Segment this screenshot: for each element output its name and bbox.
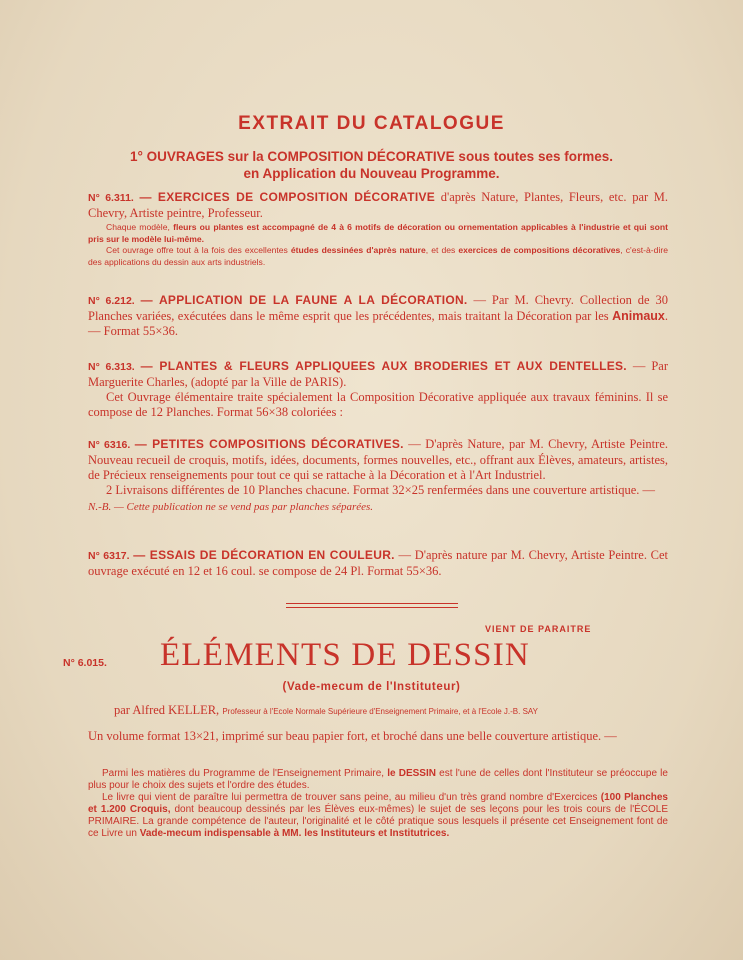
entry-text: — Par Marguerite Charles, (adopté par la Ville de PARIS).	[88, 359, 668, 389]
book-subtitle: (Vade-mecum de l'Instituteur)	[282, 681, 461, 693]
entry-heading: — APPLICATION DE LA FAUNE A LA DÉCORATION.	[140, 293, 468, 307]
book-description	[88, 768, 668, 840]
entry-heading: — ESSAIS DE DÉCORATION EN COULEUR.	[133, 548, 395, 562]
entry-heading: — EXERCICES DE COMPOSITION DÉCORATIVE	[139, 190, 436, 204]
entry-6212: N° 6.212. — APPLICATION DE LA FAUNE A LA DÉCORATION. — Par M. Chevry. Collection de 30 Planches variées, exécutées dans le même esprit que les précédentes, mais traitant la Décoration par les Animaux. — Format 55×36.	[88, 293, 668, 338]
entry-text: — D'après Nature, par M. Chevry, Artiste Peintre. Nouveau recueil de croquis, motifs, idées, documents, formes nouvelles, etc., offrant aux Élèves, amateurs, artistes, de Précieux renseignements pour tout ce qui se rattache à la Décoration et à l'Art Industriel.	[88, 437, 668, 482]
entry-heading: — PETITES COMPOSITIONS DÉCORATIVES.	[134, 437, 404, 451]
page-title: EXTRAIT DU CATALOGUE	[238, 113, 505, 134]
book-author-line: par Alfred KELLER, Professeur à l'Ecole Normale Supérieure d'Enseignement Primaire, et à l'Ecole J.-B. SAY	[114, 703, 538, 717]
book-number: N° 6.015.	[63, 657, 107, 669]
entry-6317	[88, 548, 668, 579]
entry-text: d'après Nature, Plantes, Fleurs, etc. par M. Chevry, Artiste peintre, Professeur.	[88, 190, 669, 220]
entry-6311	[88, 190, 668, 268]
book-author: Alfred KELLER,	[132, 703, 220, 717]
entry-bold: Animaux	[612, 309, 665, 323]
entry-6316	[88, 437, 668, 515]
book-title: ÉLÉMENTS DE DESSIN	[160, 637, 530, 673]
new-release-label: VIENT DE PARAITRE	[485, 624, 592, 634]
entry-text: — D'après nature par M. Chevry, Artiste Peintre. Cet ouvrage exécuté en 12 et 16 coul. se compose de 24 Pl. Format 55×36.	[88, 548, 669, 578]
divider-rule-top	[286, 603, 458, 604]
entry-number: N° 6317.	[88, 550, 130, 562]
entry-heading: — PLANTES & FLEURS APPLIQUEES AUX BRODERIES ET AUX DENTELLES.	[140, 359, 627, 373]
book-author-desc: Professeur à l'Ecole Normale Supérieure d'Enseignement Primaire, et à l'Ecole J.-B. SAY	[222, 707, 538, 716]
entry-detail: Cet Ouvrage élémentaire traite spécialement la Composition Décorative appliquée aux travaux féminins. Il se compose de 12 Planches. Format 56×38 coloriées :	[88, 390, 668, 419]
book-paragraph-2: Le livre qui vient de paraître lui permettra de trouver sans peine, au milieu d'un très grand nombre d'Exercices (100 Planches et 1.200 Croquis, dont beaucoup dessinés par les Élèves eux-mêmes) le sujet de ses leçons pour les trois cours de l'ÉCOLE PRIMAIRE. La grande compétence de l'auteur, l'originalité et le côté pratique sous lesquels il présente cet Enseignement font de ce Livre un Vade-mecum indispensable à MM. les Instituteurs et Institutrices.	[88, 792, 669, 839]
entry-number: N° 6.212.	[88, 295, 135, 307]
entry-number: N° 6.311.	[88, 192, 134, 204]
entry-detail: 2 Livraisons différentes de 10 Planches chacune. Format 32×25 renfermées dans une couverture artistique. —	[106, 483, 656, 497]
entry-text: — Par M. Chevry. Collection de 30 Planches variées, exécutées dans le même esprit que les précédentes, mais traitant la Décoration par les	[88, 293, 668, 323]
subtitle-line-1: 1° OUVRAGES sur la COMPOSITION DÉCORATIVE sous toutes ses formes.	[129, 149, 613, 164]
entry-detail: Chaque modèle, fleurs ou plantes est accompagné de 4 à 6 motifs de décoration ou ornementation applicables à l'industrie et qui sont pris sur le modèle lui-même.	[88, 222, 669, 244]
entry-note: N.-B. — Cette publication ne se vend pas par planches séparées.	[88, 501, 374, 513]
divider-rule-bottom	[286, 607, 458, 608]
subtitle-line-2: en Application du Nouveau Programme.	[243, 166, 500, 181]
entry-number: N° 6316.	[88, 439, 131, 451]
book-volume-text: Un volume format 13×21, imprimé sur beau papier fort, et broché dans une belle couverture artistique. —	[88, 729, 617, 743]
entry-6313	[88, 359, 668, 420]
entry-number: N° 6.313.	[88, 361, 135, 373]
entry-detail-2: Cet ouvrage offre tout à la fois des excellentes études dessinées d'après nature, et des exercices de compositions décoratives, c'est-à-dire des applications du dessin aux arts industriels.	[88, 245, 668, 267]
book-paragraph-1: Parmi les matières du Programme de l'Enseignement Primaire, le DESSIN est l'une de celles dont l'Instituteur se préoccupe le plus pour le choix des sujets et l'ordre des études.	[88, 768, 668, 791]
